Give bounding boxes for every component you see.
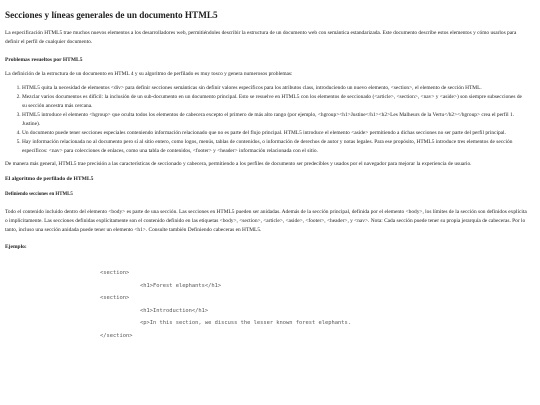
code-line: <p>In this section, we discuss the lesser known forest elephants.	[140, 320, 351, 327]
code-line: <h1>Introduction</h1>	[140, 307, 209, 314]
list-item: 4. Un documento puede tener secciones especiales conteniendo información relacionado que no es parte del flujo principal. HTML5 introduce el elemento <aside> permitiendo a dichas secciones no ser parte del perfil principal.	[22, 129, 528, 138]
code-line: <section>	[100, 295, 130, 302]
list-item: 2. Mezclar varios documentos es difícil: la inclusión de un sub-documento en un documento principal. Esto se resuelve en HTML5 con los elementos de seccionado (<article>, <section>, <nav> y <aside>) son siempre subsecciones de su sección ancestra más cercana.	[22, 93, 528, 111]
code-example	[100, 267, 528, 343]
list-item: 5. Hay información relacionada no al documento pero sí al sitio entero, como logos, menús, tablas de contenidos, o información de derechos de autor y notas legales. Para ese propósito, HTML5 introduce tres elementos de sección específicos: <nav> para colecciones de enlaces, como una tabla de contenidos, <footer> y <header> información relacionada con el sitio.	[22, 138, 528, 156]
algorithm-heading: El algoritmo de perfilado de HTML5	[5, 176, 94, 182]
list-item: 3. HTML5 introduce el elemento <hgroup> que oculta todos los elementos de cabecera excepto el primero de más alto rango (por ejemplo, <hgroup><h1>Justine</h1><h2>Les Malheurs de la Vertu</h2></hgroup> crea el perfil 1. Justine).	[22, 111, 528, 129]
example-label: Ejemplo:	[5, 244, 27, 250]
problems-list	[5, 84, 528, 156]
page-title: Secciones y líneas generales de un documento HTML5	[5, 10, 218, 20]
code-line: <section>	[100, 270, 130, 276]
summary-paragraph: De manera más general, HTML5 trae precisión a las características de seccionado y cabecera, permitiendo a los perfiles de documento ser predecibles y usados por el navegador para mejorar la experiencia de usuario.	[5, 161, 472, 167]
problems-heading: Problemas resueltos por HTML5	[5, 57, 83, 63]
code-line: <h1>Forest elephants</h1>	[140, 282, 222, 289]
define-sections-paragraph: Todo el contenido incluido dentro del elemento <body> es parte de una sección. Las secciones en HTML5 pueden ser anidadas. Además de la sección principal, definida por el elemento <body>, los límites de la sección son definidos explícita o implícitamente. Las secciones definidas explícitamente son el contenido definido en las etiquetas <body>, <section>, <article>, <aside>, <footer>, <header>, y <nav>. Nota: Cada sección puede tener su propia jerarquía de cabeceras. Por lo tanto, incluso una sección anidada puede tener un elemento <h1>. Consulte también Definiendo cabeceras en HTML5.	[5, 209, 527, 233]
list-item: 1. HTML5 quita la necesidad de elementos <div> para definir secciones semánticas sin definir valores específicos para los atributos class, introduciendo un nuevo elemento, <section>, el elemento de sección HTML.	[22, 84, 528, 93]
problems-intro-paragraph: La definición de la estructura de un documento en HTML 4 y su algoritmo de perfilado es muy tosco y genera numerosos problemas:	[5, 71, 293, 77]
intro-paragraph: La especificación HTML5 trae muchos nuevos elementos a los desarrolladores web, permitiéndoles describir la estructura de un documento web con semántica estandarizada. Este documento describe estos elementos y cómo usarlos para definir el perfil de cualquier documento.	[5, 30, 517, 45]
code-line: </section>	[100, 332, 133, 339]
define-sections-heading: Definiendo secciones en HTML5	[5, 192, 73, 197]
